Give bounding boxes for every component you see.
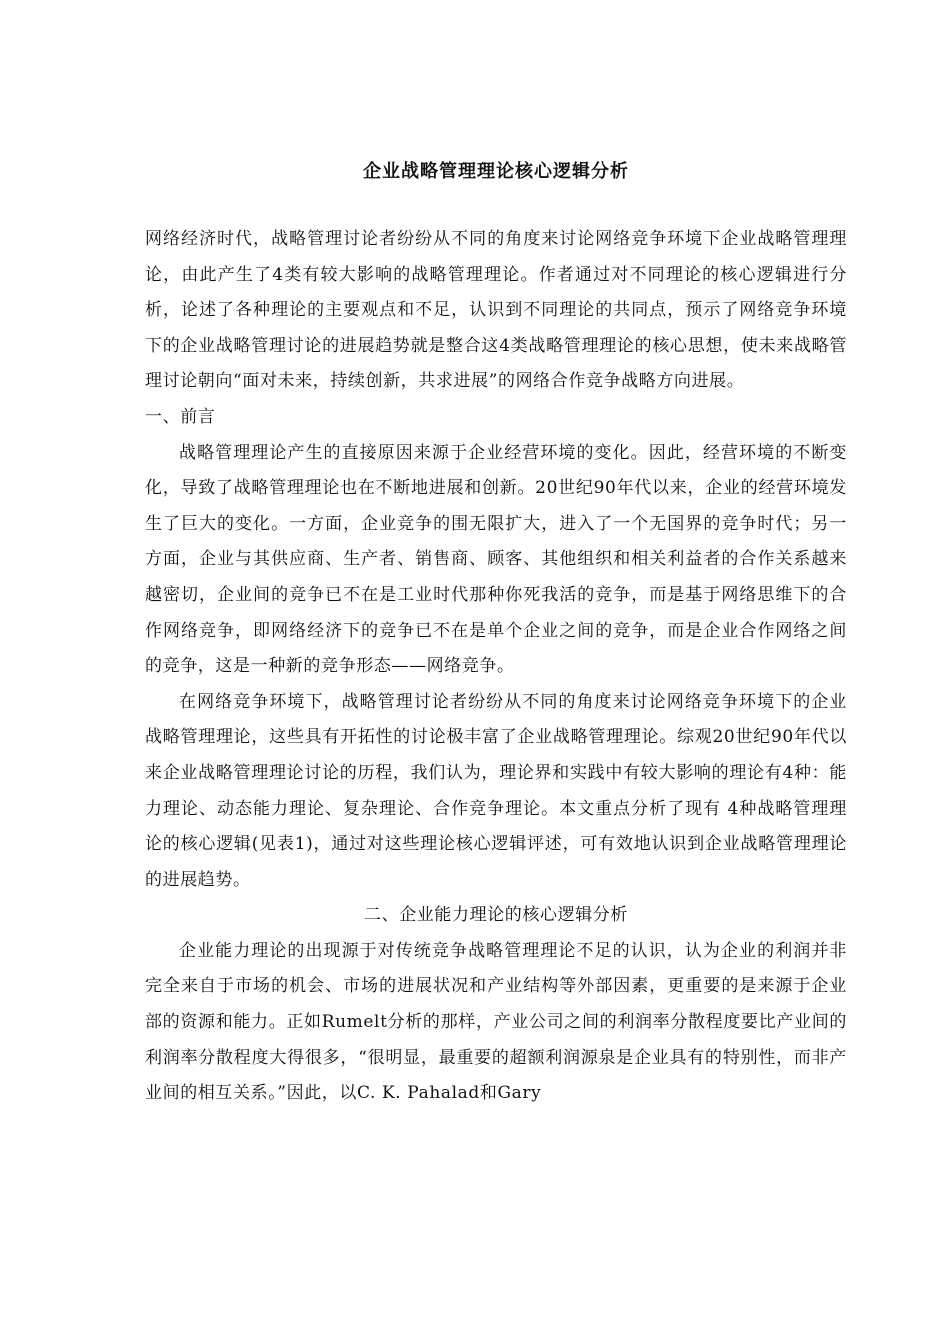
body-paragraph: 在网络竞争环境下，战略管理讨论者纷纷从不同的角度来讨论网络竞争环境下的企业战略管理理论，这些具有开拓性的讨论极丰富了企业战略管理理论。综观20世纪90年代以来企业战略管理理论讨论的历程，我们认为，理论界和实践中有较大影响的理论有4种：能力理论、动态能力理论、复杂理论、合作竞争理论。本文重点分析了现有 4种战略管理理论的核心逻辑(见表1)，通过对这些理论核心逻辑评述，可有效地认识到企业战略管理理论的进展趋势。 xyxy=(145,691,847,890)
abstract-paragraph: 网络经济时代，战略管理讨论者纷纷从不同的角度来讨论网络竞争环境下企业战略管理理论，由此产生了4类有较大影响的战略管理理论。作者通过对不同理论的核心逻辑进行分析，论述了各种理论的主要观点和不足，认识到不同理论的共同点，预示了网络竞争环境下的企业战略管理讨论的进展趋势就是整合这4类战略管理理论的核心思想，使未来战略管理讨论朝向“面对未来，持续创新，共求进展”的网络合作竞争战略方向进展。 xyxy=(145,229,847,392)
document-page xyxy=(145,158,847,1112)
section-heading-capability-theory: 二、企业能力理论的核心逻辑分析 xyxy=(364,905,628,926)
body-paragraph: 企业能力理论的出现源于对传统竞争战略管理理论不足的认识，认为企业的利润并非完全来自于市场的机会、市场的进展状况和产业结构等外部因素，更重要的是来源于企业部的资源和能力。正如Rumelt分析的那样，产业公司之间的利润率分散程度要比产业间的利润率分散程度大得很多，“很明显，最重要的超额利润源泉是企业具有的特别性，而非产业间的相互关系。”因此，以C. K. Pahalad和Gary xyxy=(145,940,847,1104)
section-heading-preface: 一、前言 xyxy=(145,406,216,427)
body-paragraph: 战略管理理论产生的直接原因来源于企业经营环境的变化。因此，经营环境的不断变化，导致了战略管理理论也在不断地进展和创新。20世纪90年代以来，企业的经营环境发生了巨大的变化。一方面，企业竞争的围无限扩大，进入了一个无国界的竞争时代；另一方面，企业与其供应商、生产者、销售商、顾客、其他组织和相关利益者的合作关系越来越密切，企业间的竞争已不在是工业时代那种你死我活的竞争，而是基于网络思维下的合作网络竞争，即网络经济下的竞争已不在是单个企业之间的竞争，而是企业合作网络之间的竞争，这是一种新的竞争形态——网络竞争。 xyxy=(145,442,847,677)
document-title: 企业战略管理理论核心逻辑分析 xyxy=(363,161,629,182)
